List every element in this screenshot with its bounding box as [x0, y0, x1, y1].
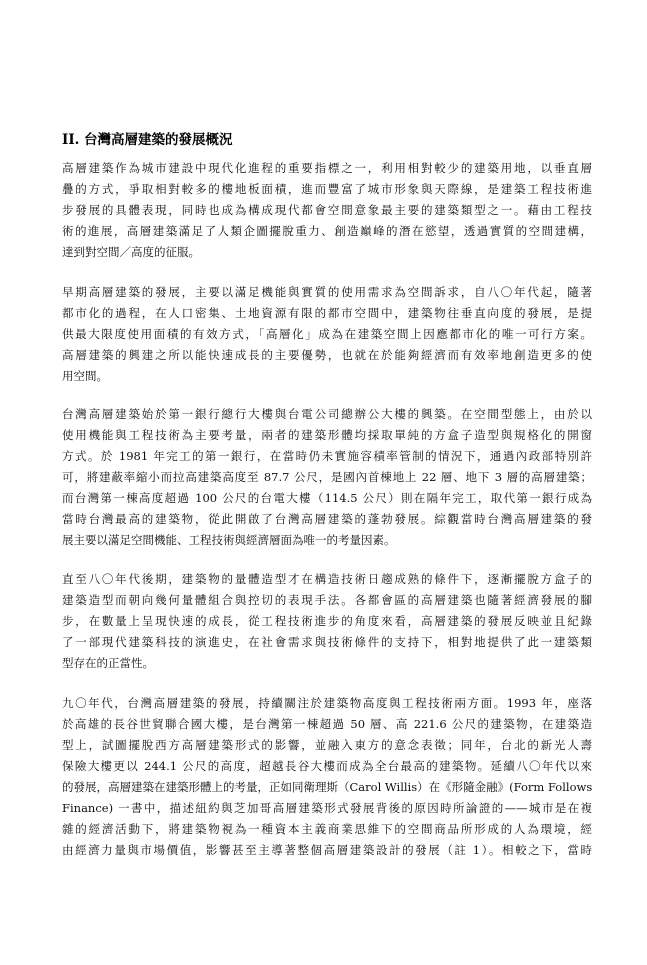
text-line: 九〇年代，台灣高層建築的發展，持續關注於建築物高度與工程技術兩方面。1993 年，座落 [62, 696, 592, 710]
text-line: 達到對空間／高度的征服。 [62, 245, 200, 259]
text-line: 了一部現代建築科技的演進史，在社會需求與技術條件的支持下，相對地提供了此一建築類 [62, 635, 592, 649]
text-line: 疊的方式，爭取相對較多的樓地板面積，進而豐富了城市形象與天際線，是建築工程技術進 [62, 182, 592, 196]
paragraph-1 [62, 158, 592, 263]
text-line: 於高雄的長谷世貿聯合國大樓，是台灣第一棟超過 50 層、高 221.6 公尺的建築物，在建築造 [62, 717, 592, 731]
text-line: 保險大樓更以 244.1 公尺的高度，超越長谷大樓而成為全台最高的建築物。延續八〇年代以來 [62, 759, 592, 773]
text-line: 早期高層建築的發展，主要以滿足機能與實質的使用需求為空間訴求，自八〇年代起，隨著 [62, 285, 592, 299]
text-line: 台灣高層建築始於第一銀行總行大樓與台電公司總辦公大樓的興築。在空間型態上，由於以 [62, 407, 592, 421]
text-line: 方式。於 1981 年完工的第一銀行，在當時仍未實施容積率管制的情況下，通過內政部特別許 [62, 449, 592, 463]
text-line: 展主要以滿足空間機能、工程技術與經濟層面為唯一的考量因素。 [62, 533, 396, 547]
text-line: 步，在數量上呈現快速的成長，從工程技術進步的角度來看，高層建築的發展反映並且紀錄 [62, 614, 592, 628]
text-line: 由經濟力量與市場價值，影響甚至主導著整個高層建築設計的發展（註 1）。相較之下，當時 [62, 843, 592, 857]
text-line: 都市化的過程，在人口密集、土地資源有限的都市空間中，建築物往垂直向度的發展，是提 [62, 306, 592, 320]
section-heading: II. 台灣高層建築的發展概況 [62, 132, 233, 148]
text-line: 型存在的正當性。 [62, 656, 154, 670]
text-line: 使用機能與工程技術為主要考量，兩者的建築形體均採取單純的方盒子造型與規格化的開窗 [62, 428, 592, 442]
text-line: 當時台灣最高的建築物，從此開啟了台灣高層建築的蓬勃發展。綜觀當時台灣高層建築的發 [62, 512, 592, 526]
text-line: 建築造型而朝向幾何量體組合與控切的表現手法。各都會區的高層建築也隨著經濟發展的腳 [62, 593, 592, 607]
paragraph-2 [62, 282, 592, 387]
text-line: 高層建築作為城市建設中現代化進程的重要指標之一，利用相對較少的建築用地，以垂直層 [62, 161, 592, 175]
paragraph-4 [62, 569, 592, 674]
text-line: 直至八〇年代後期，建築物的量體造型才在構造技術日趨成熟的條件下，逐漸擺脫方盒子的 [62, 572, 592, 586]
text-line: 的發展，高層建築在建築形體上的考量，正如同衛理斯（Carol Willis）在《形隨金融》(Form Follows [62, 780, 592, 794]
text-line: 供最大限度使用面積的有效方式，「高層化」成為在建築空間上因應都市化的唯一可行方案。 [62, 327, 592, 341]
text-line: 用空間。 [62, 369, 108, 383]
text-line: 雜的經濟活動下，將建築物視為一種資本主義商業思維下的空間商品所形成的人為環境，經 [62, 822, 592, 836]
text-line: 型上，試圖擺脫西方高層建築形式的影響，並融入東方的意念表徵；同年，台北的新光人壽 [62, 738, 592, 752]
paragraph-5 [62, 693, 592, 861]
text-line: 而台灣第一棟高度超過 100 公尺的台電大樓（114.5 公尺）則在隔年完工，取代第一銀行成為 [62, 491, 592, 505]
text-line: 步發展的具體表現，同時也成為構成現代都會空間意象最主要的建築類型之一。藉由工程技 [62, 203, 592, 217]
paragraph-3 [62, 404, 592, 551]
text-line: Finance) 一書中，描述紐約與芝加哥高層建築形式發展背後的原因時所論證的——城市是在複 [62, 801, 592, 815]
text-line: 術的進展，高層建築滿足了人類企圖擺脫重力、創造巔峰的潛在慾望，透過實質的空間建構， [62, 224, 592, 238]
text-line: 可，將建蔽率縮小而拉高建築高度至 87.7 公尺，是國內首棟地上 22 層、地下 3 層的高層建築； [62, 470, 592, 484]
text-line: 高層建築的興建之所以能快速成長的主要優勢，也就在於能夠經濟而有效率地創造更多的使 [62, 348, 592, 362]
